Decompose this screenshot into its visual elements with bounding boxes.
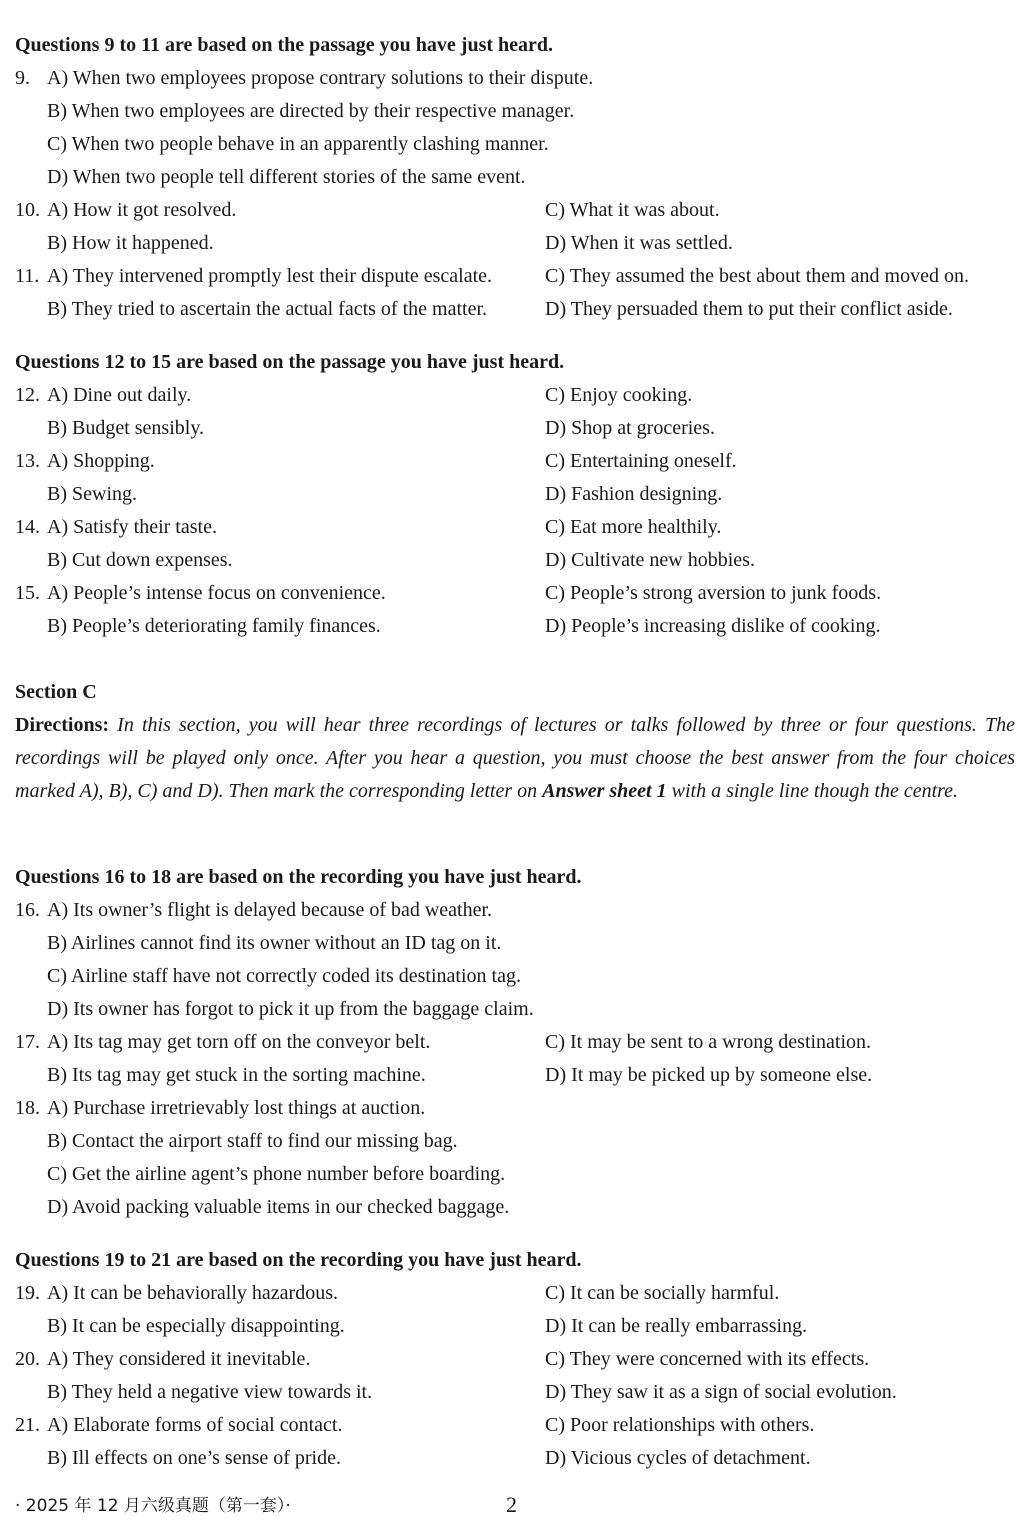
directions-text: In this section, you will hear three recordings of lectures or talks followed by three or four questions. The recordings will be played only once. After you hear a question, you must choose the best answer from the four choices marked A), B), C) and D). Then mark the corresponding letter on — [15, 714, 1015, 802]
directions-text-end: with a single line though the centre. — [666, 780, 959, 802]
answer-option: B) Contact the airport staff to find our missing bag. — [47, 1130, 458, 1152]
answer-option: D) When it was settled. — [545, 232, 733, 254]
question-number: 14. — [15, 516, 40, 538]
question-number: 16. — [15, 899, 40, 921]
answer-option: D) It may be picked up by someone else. — [545, 1064, 873, 1086]
answer-option: B) Ill effects on one’s sense of pride. — [47, 1447, 341, 1469]
answer-option: B) Its tag may get stuck in the sorting machine. — [47, 1064, 426, 1086]
answer-option: C) Get the airline agent’s phone number before boarding. — [47, 1163, 506, 1185]
answer-option: D) When two people tell different stories of the same event. — [47, 166, 526, 188]
directions-label: Directions: — [15, 714, 110, 736]
answer-option: D) Shop at groceries. — [545, 417, 715, 439]
answer-option: D) It can be really embarrassing. — [545, 1315, 808, 1337]
answer-option: A) When two employees propose contrary solutions to their dispute. — [47, 67, 594, 89]
answer-option: B) Airlines cannot find its owner without an ID tag on it. — [47, 932, 502, 954]
answer-option: B) How it happened. — [47, 232, 214, 254]
answer-option: C) Entertaining oneself. — [545, 450, 737, 472]
section-directions — [15, 709, 1015, 808]
answer-option: C) When two people behave in an apparently clashing manner. — [47, 133, 549, 155]
answer-option: D) Its owner has forgot to pick it up from the baggage claim. — [47, 998, 534, 1020]
question-number: 17. — [15, 1031, 40, 1053]
question-group-heading: Questions 9 to 11 are based on the passage you have just heard. — [15, 34, 554, 56]
answer-option: A) Elaborate forms of social contact. — [47, 1414, 343, 1436]
answer-option: D) Vicious cycles of detachment. — [545, 1447, 811, 1469]
question-number: 19. — [15, 1282, 40, 1304]
question-group-heading: Questions 12 to 15 are based on the passage you have just heard. — [15, 351, 565, 373]
answer-option: D) They saw it as a sign of social evolution. — [545, 1381, 897, 1403]
answer-option: A) They considered it inevitable. — [47, 1348, 311, 1370]
answer-option: C) They assumed the best about them and moved on. — [545, 265, 969, 287]
answer-option: A) People’s intense focus on convenience. — [47, 582, 386, 604]
question-number: 18. — [15, 1097, 40, 1119]
answer-option: B) Sewing. — [47, 483, 137, 505]
page-number: 2 — [506, 1492, 517, 1517]
answer-option: C) It can be socially harmful. — [545, 1282, 780, 1304]
answer-option: A) How it got resolved. — [47, 199, 237, 221]
question-number: 13. — [15, 450, 40, 472]
footer-exam-title: · 2025 年 12 月六级真题（第一套）· — [15, 1496, 291, 1516]
question-group-heading: Questions 16 to 18 are based on the recording you have just heard. — [15, 866, 582, 888]
answer-option: C) Eat more healthily. — [545, 516, 722, 538]
answer-option: B) Cut down expenses. — [47, 549, 233, 571]
answer-option: D) Cultivate new hobbies. — [545, 549, 755, 571]
answer-option: C) It may be sent to a wrong destination. — [545, 1031, 872, 1053]
answer-option: C) Airline staff have not correctly coded its destination tag. — [47, 965, 521, 987]
answer-sheet-label: Answer sheet 1 — [542, 780, 667, 802]
answer-option: C) Enjoy cooking. — [545, 384, 693, 406]
question-number: 11. — [15, 265, 40, 287]
question-number: 12. — [15, 384, 40, 406]
answer-option: B) They tried to ascertain the actual facts of the matter. — [47, 298, 488, 320]
answer-option: C) They were concerned with its effects. — [545, 1348, 870, 1370]
answer-option: D) People’s increasing dislike of cooking. — [545, 615, 881, 637]
answer-option: A) Its owner’s flight is delayed because of bad weather. — [47, 899, 493, 921]
answer-option: A) Dine out daily. — [47, 384, 192, 406]
answer-option: C) People’s strong aversion to junk foods. — [545, 582, 882, 604]
answer-option: B) When two employees are directed by their respective manager. — [47, 100, 575, 122]
answer-option: B) People’s deteriorating family finances. — [47, 615, 381, 637]
answer-option: C) Poor relationships with others. — [545, 1414, 815, 1436]
question-number: 20. — [15, 1348, 40, 1370]
answer-option: D) Fashion designing. — [545, 483, 723, 505]
answer-option: A) It can be behaviorally hazardous. — [47, 1282, 338, 1304]
answer-option: B) Budget sensibly. — [47, 417, 205, 439]
question-number: 15. — [15, 582, 40, 604]
answer-option: A) Purchase irretrievably lost things at auction. — [47, 1097, 426, 1119]
question-number: 9. — [15, 67, 30, 89]
answer-option: B) It can be especially disappointing. — [47, 1315, 345, 1337]
answer-option: D) They persuaded them to put their conflict aside. — [545, 298, 953, 320]
answer-option: A) Its tag may get torn off on the conveyor belt. — [47, 1031, 431, 1053]
question-number: 10. — [15, 199, 40, 221]
question-group-heading: Questions 19 to 21 are based on the recording you have just heard. — [15, 1249, 582, 1271]
question-number: 21. — [15, 1414, 40, 1436]
answer-option: C) What it was about. — [545, 199, 720, 221]
section-title: Section C — [15, 681, 97, 703]
answer-option: A) Shopping. — [47, 450, 155, 472]
answer-option: B) They held a negative view towards it. — [47, 1381, 373, 1403]
answer-option: A) Satisfy their taste. — [47, 516, 217, 538]
answer-option: D) Avoid packing valuable items in our checked baggage. — [47, 1196, 510, 1218]
answer-option: A) They intervened promptly lest their dispute escalate. — [47, 265, 493, 287]
